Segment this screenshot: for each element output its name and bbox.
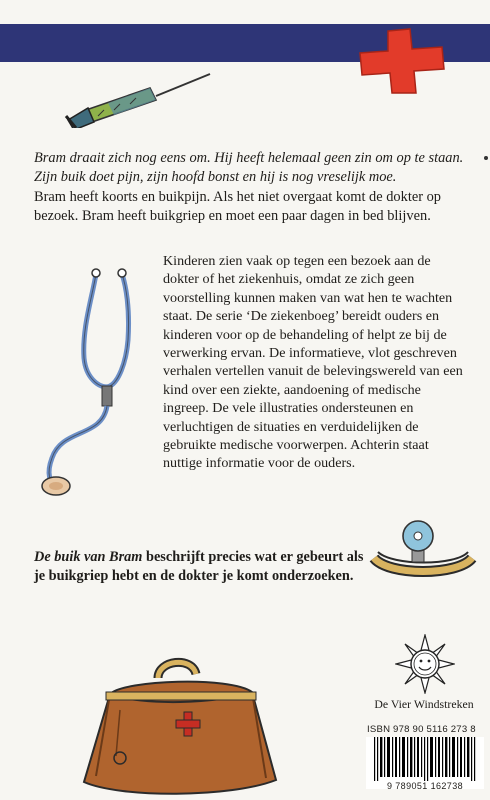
- book-title: De buik van Bram: [34, 549, 143, 565]
- red-cross-icon: [358, 27, 446, 95]
- doctor-bag-icon: [80, 648, 280, 798]
- stethoscope-icon: [22, 268, 152, 498]
- publisher-name: De Vier Windstreken: [374, 697, 474, 711]
- intro-paragraph: [34, 149, 474, 226]
- isbn-label: ISBN 978 90 5116 273 8: [367, 724, 476, 735]
- barcode-number: 9 789051 162738: [386, 781, 464, 791]
- syringe-icon: [64, 66, 214, 128]
- closing-text: beschrijft precies wat er gebeurt als je buikgriep hebt en de dokter je komt onderzoeken.: [34, 549, 364, 584]
- edge-mark: [484, 156, 488, 160]
- closing-paragraph: [34, 548, 364, 586]
- compass-rose-logo-icon: [395, 634, 455, 694]
- head-mirror-icon: [368, 518, 480, 590]
- intro-plain-text: Bram heeft koorts en buikpijn. Als het niet overgaat komt de dokter op bezoek. Bram heeft buikgriep en moet een paar dagen in bed blijven.: [34, 188, 441, 224]
- series-description: Kinderen zien vaak op tegen een bezoek aan de dokter of het ziekenhuis, omdat ze zich geen voorstelling kunnen maken van wat hen te wachten staat. De serie ‘De ziekenboeg’ bereidt ouders en kinderen voor op de behandeling of helpt ze bij de verwerking ervan. De informatieve, vlot geschreven verhalen vertellen vanuit de belevingswereld van een kind over een ziekte, aandoening of medische ingreep. De vele illustraties ondersteunen en verluchtigen de situaties en verduidelijken de gebruikte medische voorwerpen. Achterin staat nuttige informatie voor de ouders.: [163, 253, 463, 472]
- intro-italic-text: Bram draait zich nog eens om. Hij heeft helemaal geen zin om op te staan. Zijn buik doet pijn, zijn hoofd bonst en hij is nog vreselijk moe.: [34, 150, 464, 186]
- barcode-bars: [370, 737, 480, 781]
- isbn-barcode: [366, 737, 484, 789]
